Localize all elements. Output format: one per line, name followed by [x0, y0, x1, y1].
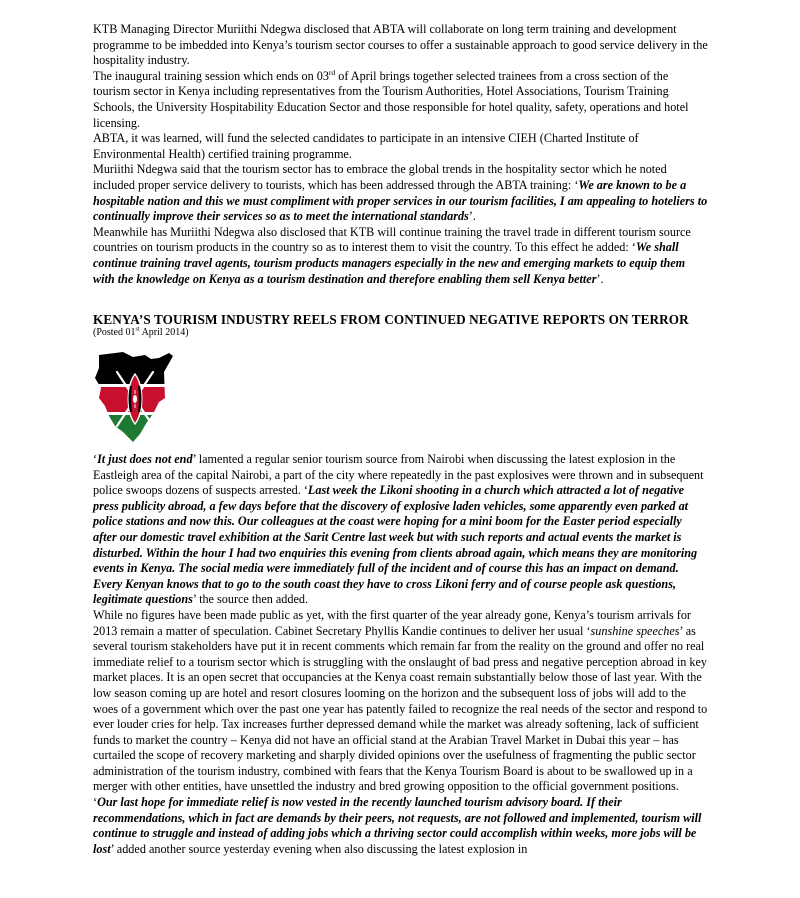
- paragraph-arrivals-speculation: While no figures have been made public as yet, with the first quarter of the year already gone, Kenya’s tourism arrivals for 2013 remain a matter of speculation. Cabinet Secretary Phyllis Kandie continues to deliver her usual ‘sunshine speeches’ as several tourism stakeholders have put it in recent comments which remain far from the reality on the ground and offer no real immediate relief to a tourism sector which is struggling with the onslaught of bad press and negative perception abroad in key market places. It is an open secret that occupancies at the Kenya coast remain substantially below those of last year. With the low season coming up are hotel and resort closures looming on the horizon and the subsequent loss of jobs will add to the woes of a government which over the past one year has patently failed to recognize the real needs of the sector and respond to ever louder cries for help. Tax increases further depressed demand while the market was already softening, lack of sufficient funds to market the country – Kenya did not have an official stand at the Arabian Travel Market in Dubai this year – has curtailed the scope of recovery marketing and sharply divided opinions over the usefulness of fragmenting the public sector administration of the tourism industry, combined with fears that the Kenya Tourism Board is about to be swallowed up in a merger with other entities, have unsettled the industry and bred growing opposition to the official government positions.: [93, 607, 708, 794]
- article-title: KENYA’S TOURISM INDUSTRY REELS FROM CONTINUED NEGATIVE REPORTS ON TERROR: [93, 312, 689, 327]
- paragraph-abta-collaboration: KTB Managing Director Muriithi Ndegwa disclosed that ABTA will collaborate on long term training and development programme to be imbedded into Kenya’s tourism sector courses to offer a sustainable approach to good service delivery in the hospitality industry.: [93, 22, 708, 68]
- paragraph-last-hope: ‘Our last hope for immediate relief is now vested in the recently launched tourism advisory board. If their recommendations, which in fact are demands by their peers, not requests, are not followed and implemented, tourism will continue to struggle and instead of adding jobs which a thriving sector could accomplish within weeks, more jobs will be lost’ added another source yesterday evening when also discussing the latest explosion in: [93, 795, 702, 856]
- quote-last-hope: Our last hope for immediate relief is now vested in the recently launched tourism advisory board. If their recommendations, which in fact are demands by their peers, not requests, are not followed and implemented, tourism will continue to struggle and instead of adding jobs which a thriving sector could accomplish within weeks, more jobs will be lost: [93, 795, 702, 856]
- top-section: [93, 22, 708, 287]
- paragraph-it-just-does-not-end: ‘It just does not end’ lamented a regular senior tourism source from Nairobi when discussing the latest explosion in the Eastleigh area of the capital Nairobi, a part of the city where repeatedly in the past explosives were thrown and in subsequent police swoops dozens of suspects arrested. ‘Last week the Likoni shooting in a church which attracted a lot of negative press publicity abroad, a few days before that the discovery of explosive laden vehicles, some apparently even parked at police stations and now this. Our colleagues at the coast were hoping for a mini boom for the Easter period especially after our domestic travel exhibition at the Sarit Centre last week but with such reports and actual events the market is disturbed. Within the hour I had two enquiries this evening from clients abroad again, which means they are monitoring events in Kenya. The social media were immediately full of the incident and of course this has an impact on demand. Every Kenyan knows that to go to the south coast they have to cross Likoni ferry and of course people ask questions, legitimate questions’ the source then added.: [93, 452, 704, 607]
- kenya-flag-map-icon: [93, 350, 175, 450]
- article-body: [93, 452, 708, 857]
- quote-training-agents: We shall continue training travel agents, tourism products managers especially in the new and emerging markets to equip them with the knowledge on Kenya as a tourism destination and therefore enabling them sell Kenya better: [93, 240, 686, 286]
- paragraph-training-session: The inaugural training session which ends on 03rd of April brings together selected trainees from a cross section of the tourism sector in Kenya including representatives from the Tourism Authorities, Hotel Associations, Tourism Training Schools, the University Hospitability Education Sector and those responsible for hotel quality, safety, operations and hotel licensing.: [93, 67, 689, 130]
- paragraph-global-trends: Muriithi Ndegwa said that the tourism sector has to embrace the global trends in the hospitality sector which he noted included proper service delivery to tourists, which has been addressed through the ABTA training: ‘We are known to be a hospitable nation and this we must compliment with proper services in our tourism facilities, I am appealing to hoteliers to continually improve their services so as to meet the international standards’.: [93, 162, 708, 224]
- posted-date: (Posted 01st April 2014): [93, 325, 189, 338]
- quote-sunshine-speeches: sunshine speeches: [590, 623, 680, 638]
- paragraph-travel-trade: Meanwhile has Muriithi Ndegwa also disclosed that KTB will continue training the travel trade in different tourism source countries on tourism products in the country so as to interest them to visit the country. To this effect he added: ‘We shall continue training travel agents, tourism products managers especially in the new and emerging markets to equip them with the knowledge on Kenya as a tourism destination and therefore enabling them sell Kenya better’.: [93, 224, 691, 286]
- quote-hospitable-nation: We are known to be a hospitable nation and this we must compliment with proper services in our tourism facilities, I am appealing to hoteliers to continually improve their services so as to meet the international standards: [93, 177, 708, 224]
- quote-likoni-shooting: Last week the Likoni shooting in a church which attracted a lot of negative press publicity abroad, a few days before that the discovery of explosive laden vehicles, some apparently even parked at police stations and now this. Our colleagues at the coast were hoping for a mini boom for the Easter period especially after our domestic travel exhibition at the Sarit Centre last week but with such reports and actual events the market is disturbed. Within the hour I had two enquiries this evening from clients abroad again, which means they are monitoring events in Kenya. The social media were immediately full of the incident and of course this has an impact on demand. Every Kenyan knows that to go to the south coast they have to cross Likoni ferry and of course people ask questions, legitimate questions: [93, 483, 698, 607]
- paragraph-abta-funding: ABTA, it was learned, will fund the selected candidates to participate in an intensive CIEH (Charted Institute of Environmental Health) certified training programme.: [93, 131, 639, 161]
- quote-it-just-does-not-end: It just does not end: [97, 452, 193, 466]
